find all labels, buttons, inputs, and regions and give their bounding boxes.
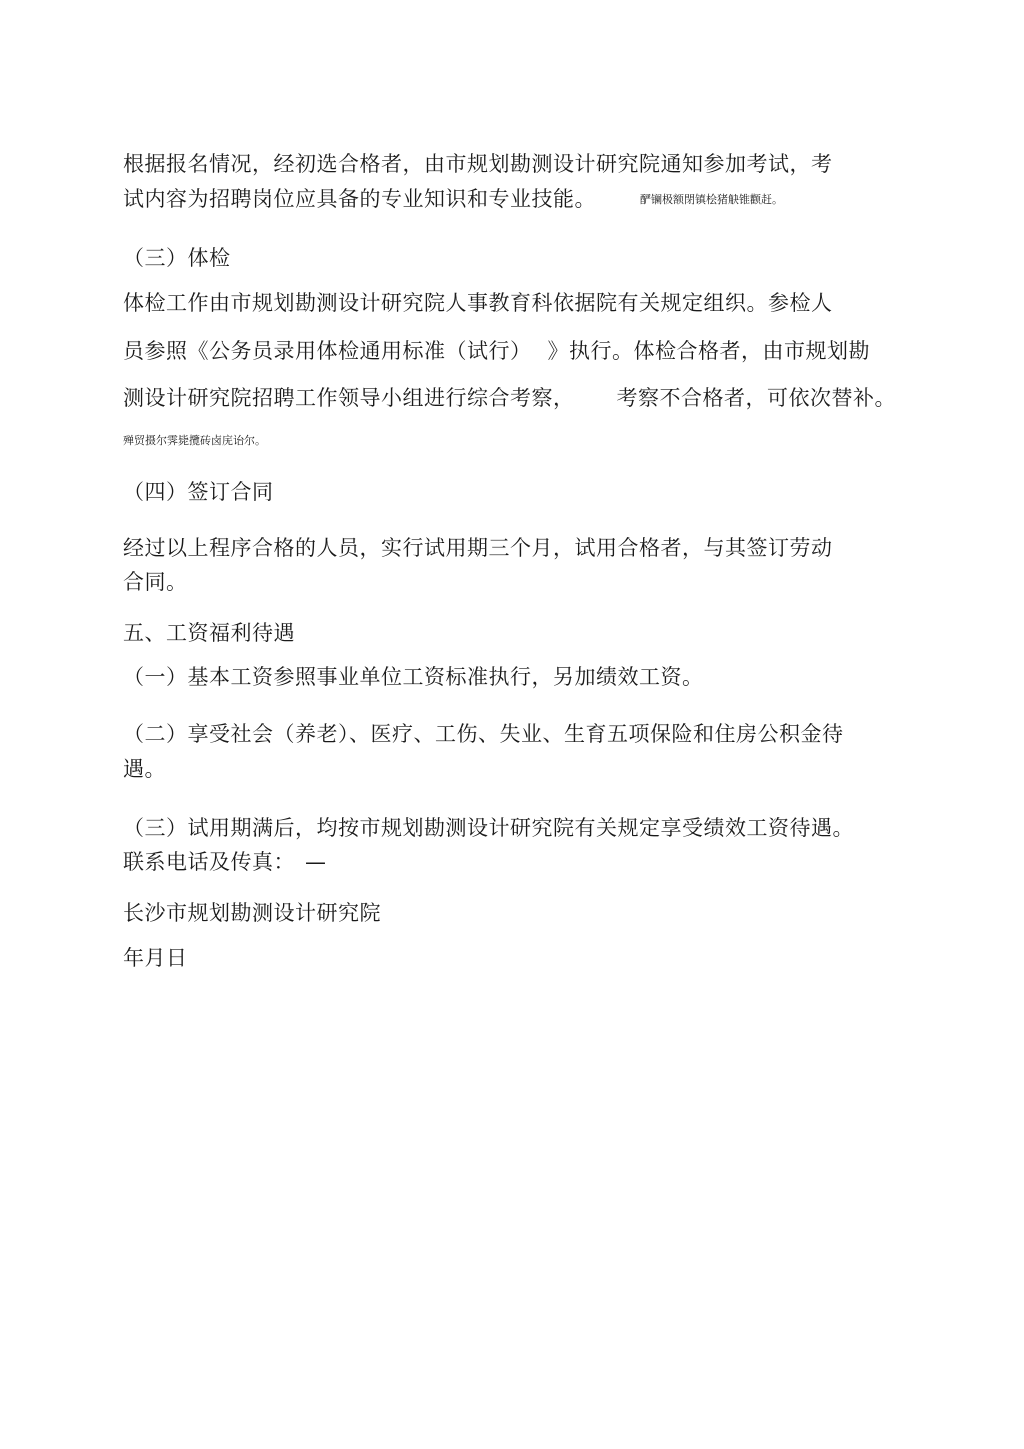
contract-paragraph-line-2: 合同。	[123, 570, 188, 594]
physical-paragraph-line-1: 体检工作由市规划勘测设计研究院人事教育科依据院有关规定组织。参检人	[123, 291, 833, 315]
garbled-text-2: 殚贸摄尔霁毙攬砖卤庑诒尔。	[123, 434, 266, 447]
signature-organization: 长沙市规划勘测设计研究院	[123, 901, 381, 925]
exam-paragraph-line-2	[123, 186, 783, 213]
salary-heading: 五、工资福利待遇	[123, 621, 295, 645]
physical-line-3a: 测设计研究院招聘工作领导小组进行综合考察，	[123, 386, 575, 410]
salary-item-1: （一）基本工资参照事业单位工资标准执行，另加绩效工资。	[123, 665, 704, 689]
exam-line-2-text: 试内容为招聘岗位应具备的专业知识和专业技能。	[123, 187, 596, 211]
physical-exam-heading: （三）体检	[123, 246, 231, 270]
physical-paragraph-line-2	[123, 338, 870, 364]
signature-date: 年月日	[123, 946, 188, 970]
contact-label: 联系电话及传真：	[123, 850, 295, 874]
contact-value: —	[305, 850, 327, 874]
garbled-text-1: 酽镧极额閉镇桧猪觖锥颧赶。	[640, 193, 783, 206]
physical-line-2a: 员参照《公务员录用体检通用标准（试行）	[123, 339, 532, 363]
contract-heading: （四）签订合同	[123, 480, 274, 504]
physical-paragraph-line-3	[123, 385, 896, 411]
salary-item-2-line-2: 遇。	[123, 757, 166, 781]
physical-line-2b: 》执行。体检合格者，由市规划勘	[547, 339, 870, 363]
salary-item-3: （三）试用期满后，均按市规划勘测设计研究院有关规定享受绩效工资待遇。	[123, 816, 854, 840]
exam-paragraph-line-1: 根据报名情况，经初选合格者，由市规划勘测设计研究院通知参加考试，考	[123, 152, 833, 176]
contact-line	[123, 849, 327, 875]
physical-line-3b: 考察不合格者，可依次替补。	[616, 386, 896, 410]
salary-item-2-line-1: （二）享受社会（养老）、医疗、工伤、失业、生育五项保险和住房公积金待	[123, 722, 844, 746]
contract-paragraph-line-1: 经过以上程序合格的人员，实行试用期三个月，试用合格者，与其签订劳动	[123, 536, 833, 560]
